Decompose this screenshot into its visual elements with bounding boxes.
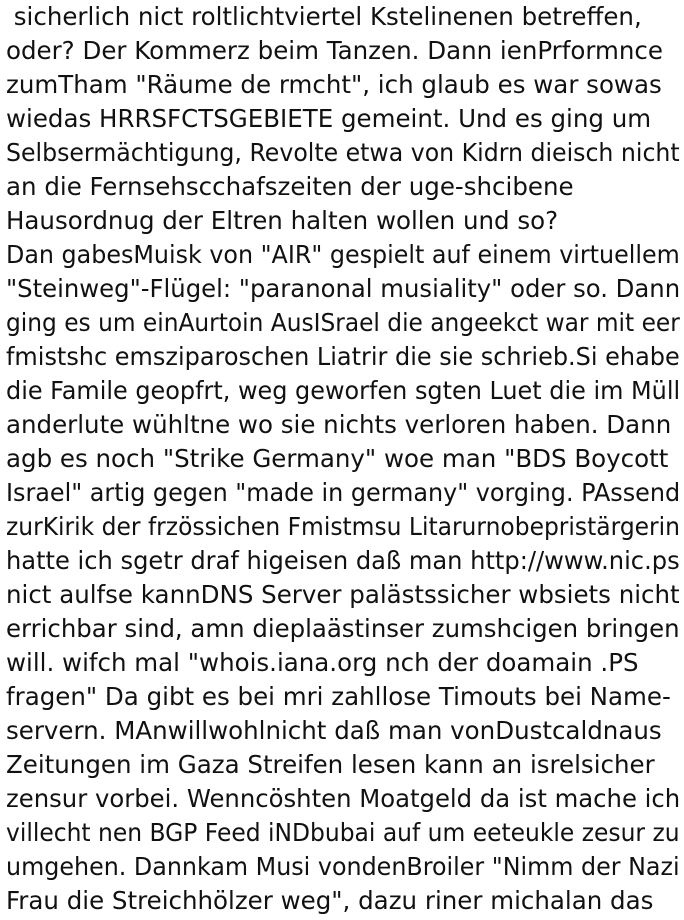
text-line: will. wifch mal "whois.iana.org nch der doamain .PS: [6, 648, 639, 677]
text-line: Dan gabesMuisk von "AIR" gespielt auf einem virtuellem: [6, 240, 680, 269]
text-line: Frau die Streichhölzer weg", dazu riner michalan das: [6, 886, 654, 915]
text-line: wiedas HRRSFCTSGEBIETE gemeint. Und es ging um: [6, 104, 652, 133]
text-line: zensur vorbei. Wenncöshten Moatgeld da ist mache ich: [6, 784, 681, 813]
text-line: Zeitungen im Gaza Streifen lesen kann an isrelsicher: [6, 750, 655, 779]
text-line: anderlute wühltne wo sie nichts verloren haben. Dann: [6, 410, 672, 439]
text-line: an die Fernsehscchafszeiten der uge-shcibene: [6, 172, 574, 201]
text-line: servern. MAnwillwohlnicht daß man vonDustcaldnaus: [6, 716, 662, 745]
text-line: agb es noch "Strike Germany" woe man "BDS Boycott: [6, 444, 669, 473]
text-line: Hausordnug der Eltren halten wollen und so?: [6, 206, 559, 235]
text-line: zurKirik der frzössichen Fmistmsu Litarurnobepristärgerin: [6, 512, 681, 541]
text-line: villecht nen BGP Feed iNDbubai auf um eeteukle zesur zu: [6, 818, 680, 847]
text-line: ging es um einAurtoin AusISrael die angeekct war mit eer: [6, 308, 680, 337]
text-line: errichbar sind, amn dieplaästinser zumshcigen bringen: [6, 614, 680, 643]
text-line: umgehen. Dannkam Musi vondenBroiler "Nimm der Nazi: [6, 852, 680, 881]
text-line: Selbsermächtigung, Revolte etwa von Kidrn dieisch nicht: [6, 138, 680, 167]
text-line: sicherlich nict roltlichtviertel Kstelinenen betreffen,: [6, 2, 642, 31]
text-line: Israel" artig gegen "made in germany" vorging. PAssend: [6, 478, 681, 507]
text-line: nict aulfse kannDNS Server palästssicher wbsiets nicht: [6, 580, 680, 609]
text-line: fragen" Da gibt es bei mri zahllose Timouts bei Name-: [6, 682, 671, 711]
text-line: die Famile geopfrt, weg geworfen sgten Luet die im Müll: [6, 376, 681, 405]
text-line: "Steinweg"-Flügel: "paranonal musiality" oder so. Dann: [6, 274, 681, 303]
text-line: oder? Der Kommerz beim Tanzen. Dann ienPrformnce: [6, 36, 663, 65]
text-line: zumTham "Räume de rmcht", ich glaub es war sowas: [6, 70, 662, 99]
text-line: hatte ich sgetr draf higeisen daß man http://www.nic.ps: [6, 546, 680, 575]
text-line: fmistshc emsziparoschen Liatrir die sie schrieb.Si ehabe: [6, 342, 680, 371]
